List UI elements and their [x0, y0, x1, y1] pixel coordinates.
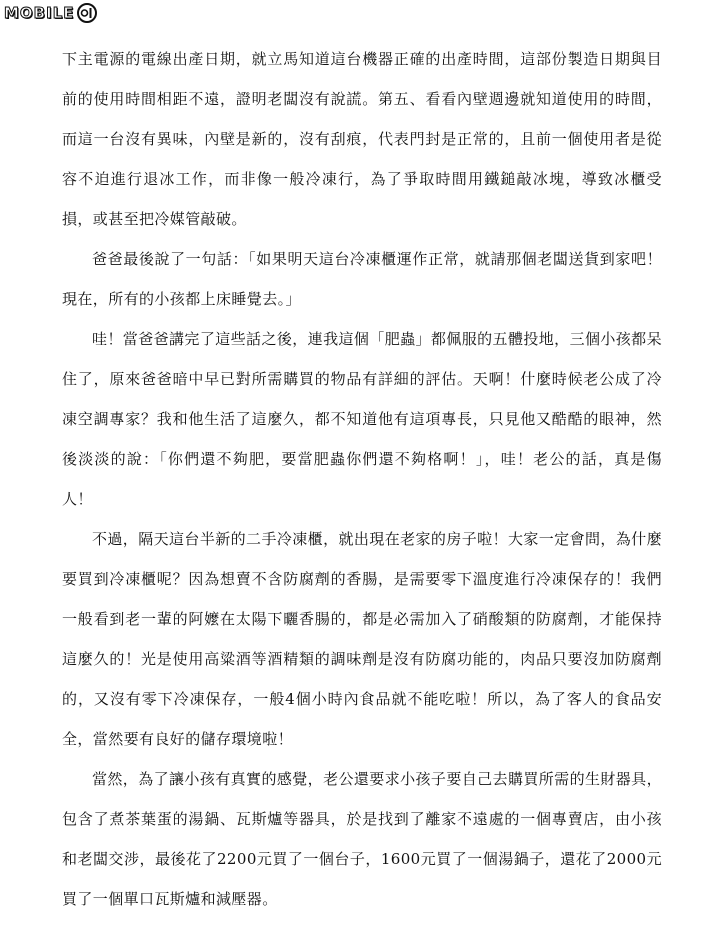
article-body [62, 39, 662, 919]
paragraph-freezer-purpose: 不過，隔天這台半新的二手冷凍櫃，就出現在老家的房子啦！大家一定會問，為什麼要買到冷凍櫃呢？因為想賣不含防腐劑的香腸，是需要零下溫度進行冷凍保存的！我們一般看到老一輩的阿嬤在太陽下曬香腸的，都是必需加入了硝酸類的防腐劑，才能保持這麼久的！光是使用高粱酒等酒精類的調味劑是沒有防腐功能的，肉品只要沒加防腐劑的，又沒有零下冷凍保存，一般4個小時內食品就不能吃啦！所以，為了客人的食品安全，當然要有良好的儲存環境啦！ [62, 530, 662, 748]
mobile01-logo-icon [76, 2, 98, 24]
paragraph-admiration: 哇！當爸爸講完了這些話之後，連我這個「肥蟲」都佩服的五體投地，三個小孩都呆住了，原來爸爸暗中早已對所需購買的物品有詳細的評估。天啊！什麼時候老公成了冷凍空調專家？我和他生活了這麼久，都不知道他有這項專長，只見他又酷酷的眼神，然後淡淡的說：「你們還不夠肥，要當肥蟲你們還不夠格啊！」，哇！老公的話，真是傷人！ [62, 330, 662, 508]
paragraph-continuation: 下主電源的電線出產日期，就立馬知道這台機器正確的出產時間，這部份製造日期與目前的使用時間相距不遠，證明老闆沒有說謊。第五、看看內壁週邊就知道使用的時間，而這一台沒有異味，內壁是新的，沒有刮痕，代表門封是正常的，且前一個使用者是從容不迫進行退冰工作，而非像一般冷凍行，為了爭取時間用鐵鎚敲冰塊，導致冰櫃受損，或甚至把冷媒管敲破。 [62, 50, 662, 228]
paragraph-equipment-purchase: 當然，為了讓小孩有真實的感覺，老公還要求小孩子要自己去購買所需的生財器具，包含了煮茶葉蛋的湯鍋、瓦斯爐等器具，於是找到了離家不遠處的一個專賣店，由小孩和老闆交涉，最後花了2200元買了一個台子，1600元買了一個湯鍋子，還花了2000元買了一個單口瓦斯爐和減壓器。 [62, 770, 662, 908]
logo-text: MOBILE [4, 4, 75, 22]
paragraph-father-remark: 爸爸最後說了一句話：「如果明天這台冷凍櫃運作正常，就請那個老闆送貨到家吧！現在，所有的小孩都上床睡覺去。」 [62, 250, 662, 308]
site-logo [4, 2, 98, 24]
